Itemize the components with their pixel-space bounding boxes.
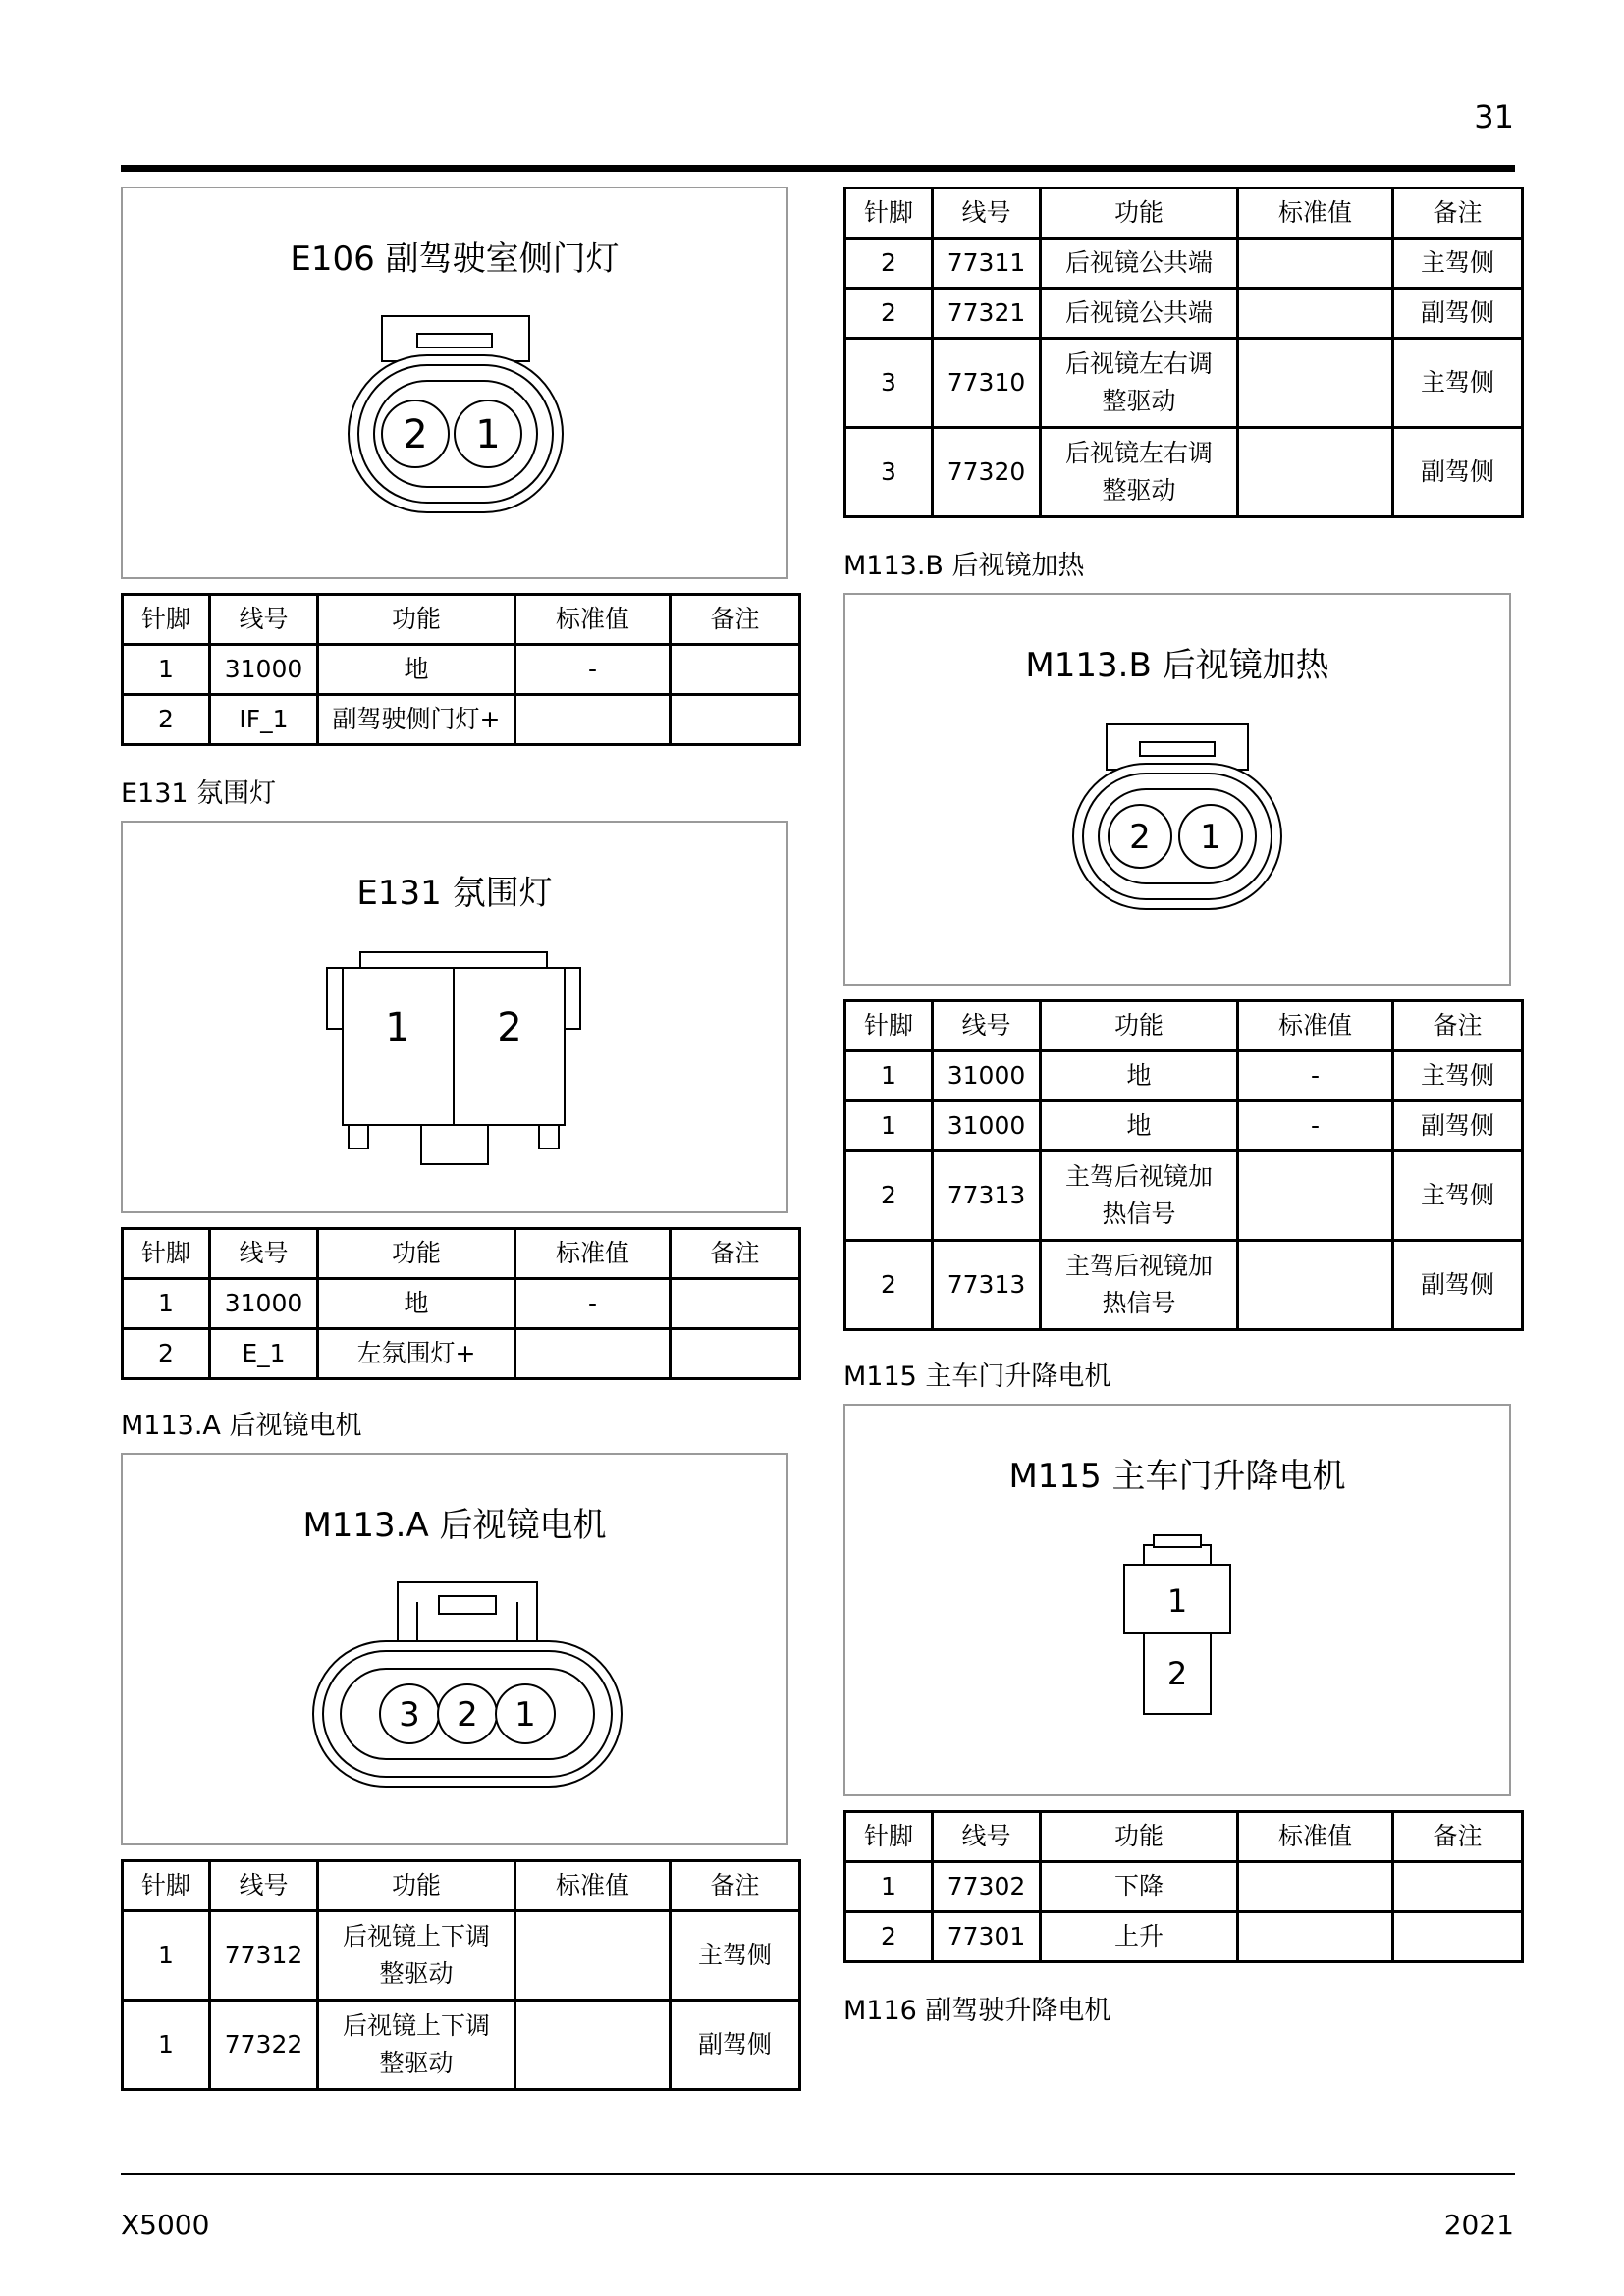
pin-label: 3 bbox=[399, 1695, 420, 1735]
pin-table-m113a bbox=[121, 1859, 801, 2091]
note-cell: 主驾侧 bbox=[1393, 1051, 1523, 1101]
wire-cell: 31000 bbox=[210, 1279, 318, 1329]
wire-cell: 77312 bbox=[210, 1911, 318, 2001]
function-cell: 地 bbox=[318, 645, 515, 695]
diagram-title: M113.A 后视镜电机 bbox=[302, 1506, 607, 1545]
note-cell bbox=[671, 1329, 800, 1379]
pin-label: 2 bbox=[1166, 1655, 1188, 1692]
section-label-m113b: M113.B 后视镜加热 bbox=[843, 551, 1085, 581]
section-label-m113a: M113.A 后视镜电机 bbox=[121, 1411, 362, 1441]
function-line: 整驱动 bbox=[1102, 387, 1176, 415]
column-header: 功能 bbox=[1041, 188, 1238, 239]
standard-value-cell bbox=[1238, 1912, 1393, 1962]
function-cell: 上升 bbox=[1041, 1912, 1238, 1962]
standard-value-cell bbox=[1238, 239, 1393, 289]
standard-value-cell bbox=[515, 1911, 671, 2001]
note-cell: 副驾侧 bbox=[1393, 1101, 1523, 1151]
standard-value-cell: - bbox=[515, 1279, 671, 1329]
standard-value-cell bbox=[1238, 428, 1393, 517]
note-cell bbox=[671, 645, 800, 695]
section-label-e131: E131 氛围灯 bbox=[121, 778, 277, 809]
wire-cell: 77320 bbox=[933, 428, 1041, 517]
standard-value-cell: - bbox=[1238, 1051, 1393, 1101]
footer-year: 2021 bbox=[1443, 2209, 1514, 2241]
diagram-title: E131 氛围灯 bbox=[356, 874, 553, 913]
section-label-m116: M116 副驾驶升降电机 bbox=[843, 1996, 1111, 2026]
standard-value-cell bbox=[1238, 289, 1393, 339]
table-row bbox=[845, 289, 1523, 339]
connector-face-m115 bbox=[845, 1406, 1509, 1794]
table-row bbox=[123, 695, 800, 745]
column-header: 针脚 bbox=[845, 188, 933, 239]
column-header: 备注 bbox=[671, 595, 800, 645]
standard-value-cell: - bbox=[1238, 1101, 1393, 1151]
column-header: 线号 bbox=[210, 1229, 318, 1279]
pin-cell: 3 bbox=[845, 428, 933, 517]
standard-value-cell bbox=[1238, 1862, 1393, 1912]
table-row bbox=[845, 339, 1523, 428]
wire-cell: 77302 bbox=[933, 1862, 1041, 1912]
function-line: 整驱动 bbox=[1102, 476, 1176, 505]
connector-diagram-e131 bbox=[121, 821, 788, 1213]
pin-cell: 2 bbox=[123, 695, 210, 745]
pin-label: 1 bbox=[514, 1695, 536, 1735]
pin-cell: 2 bbox=[845, 1241, 933, 1330]
pin-cell: 2 bbox=[845, 1151, 933, 1241]
function-line: 后视镜上下调 bbox=[342, 2011, 490, 2040]
pin-label: 1 bbox=[1200, 818, 1221, 857]
function-cell bbox=[1041, 339, 1238, 428]
column-header: 标准值 bbox=[515, 1229, 671, 1279]
column-header: 针脚 bbox=[123, 1861, 210, 1911]
table-row bbox=[845, 428, 1523, 517]
function-line: 热信号 bbox=[1102, 1200, 1176, 1228]
note-cell bbox=[671, 1279, 800, 1329]
wire-cell: IF_1 bbox=[210, 695, 318, 745]
function-cell: 地 bbox=[1041, 1101, 1238, 1151]
column-header: 备注 bbox=[1393, 1001, 1523, 1051]
connector-face-e106 bbox=[123, 188, 786, 577]
standard-value-cell bbox=[515, 695, 671, 745]
wire-cell: 77321 bbox=[933, 289, 1041, 339]
column-header: 线号 bbox=[210, 1861, 318, 1911]
function-line: 主驾后视镜加 bbox=[1064, 1162, 1213, 1191]
function-cell: 副驾驶侧门灯+ bbox=[318, 695, 515, 745]
function-cell bbox=[318, 2001, 515, 2090]
note-cell bbox=[1393, 1912, 1523, 1962]
function-line: 主驾后视镜加 bbox=[1064, 1252, 1213, 1280]
pin-cell: 2 bbox=[123, 1329, 210, 1379]
function-cell: 后视镜公共端 bbox=[1041, 289, 1238, 339]
standard-value-cell bbox=[1238, 1241, 1393, 1330]
wire-cell: E_1 bbox=[210, 1329, 318, 1379]
column-header: 备注 bbox=[671, 1861, 800, 1911]
connector-diagram-m113a bbox=[121, 1453, 788, 1845]
note-cell: 副驾侧 bbox=[1393, 428, 1523, 517]
connector-face-m113b bbox=[845, 595, 1509, 984]
note-cell bbox=[671, 695, 800, 745]
column-header: 线号 bbox=[933, 188, 1041, 239]
standard-value-cell bbox=[1238, 339, 1393, 428]
note-cell: 主驾侧 bbox=[1393, 1151, 1523, 1241]
pin-cell: 1 bbox=[845, 1051, 933, 1101]
function-line: 整驱动 bbox=[379, 2049, 454, 2077]
note-cell: 主驾侧 bbox=[671, 1911, 800, 2001]
connector-face-e131 bbox=[123, 823, 786, 1211]
standard-value-cell bbox=[1238, 1151, 1393, 1241]
function-line: 后视镜上下调 bbox=[342, 1922, 490, 1950]
column-header: 针脚 bbox=[123, 1229, 210, 1279]
footer-model: X5000 bbox=[121, 2209, 210, 2241]
wire-cell: 77322 bbox=[210, 2001, 318, 2090]
column-header: 功能 bbox=[1041, 1812, 1238, 1862]
section-label-m115: M115 主车门升降电机 bbox=[843, 1362, 1111, 1392]
pin-label: 1 bbox=[1166, 1582, 1188, 1620]
diagram-title: M113.B 后视镜加热 bbox=[1025, 646, 1329, 685]
pin-label: 2 bbox=[1129, 818, 1151, 857]
pin-cell: 3 bbox=[845, 339, 933, 428]
function-cell bbox=[1041, 428, 1238, 517]
column-header: 备注 bbox=[1393, 188, 1523, 239]
note-cell: 副驾侧 bbox=[1393, 289, 1523, 339]
note-cell: 副驾侧 bbox=[1393, 1241, 1523, 1330]
column-header: 备注 bbox=[1393, 1812, 1523, 1862]
function-cell: 左氛围灯+ bbox=[318, 1329, 515, 1379]
wire-cell: 77313 bbox=[933, 1151, 1041, 1241]
column-header: 针脚 bbox=[123, 595, 210, 645]
table-row bbox=[845, 1862, 1523, 1912]
pin-table-e131 bbox=[121, 1227, 801, 1380]
table-row bbox=[123, 1329, 800, 1379]
pin-cell: 1 bbox=[123, 1279, 210, 1329]
column-header: 标准值 bbox=[1238, 1001, 1393, 1051]
function-cell bbox=[1041, 1241, 1238, 1330]
table-row bbox=[845, 1241, 1523, 1330]
column-header: 线号 bbox=[933, 1812, 1041, 1862]
bottom-rule bbox=[121, 2173, 1515, 2175]
column-header: 线号 bbox=[210, 595, 318, 645]
pin-label: 1 bbox=[475, 412, 501, 457]
wire-cell: 31000 bbox=[933, 1051, 1041, 1101]
page-number: 31 bbox=[1474, 98, 1514, 135]
column-header: 标准值 bbox=[515, 1861, 671, 1911]
column-header: 标准值 bbox=[515, 595, 671, 645]
note-cell: 主驾侧 bbox=[1393, 239, 1523, 289]
table-row bbox=[123, 645, 800, 695]
note-cell bbox=[1393, 1862, 1523, 1912]
standard-value-cell bbox=[515, 2001, 671, 2090]
connector-face-m113a bbox=[123, 1455, 786, 1843]
function-cell bbox=[318, 1911, 515, 2001]
connector-diagram-m113b bbox=[843, 593, 1511, 986]
table-row bbox=[123, 1911, 800, 2001]
diagram-title: E106 副驾驶室侧门灯 bbox=[290, 240, 620, 279]
pin-cell: 2 bbox=[845, 289, 933, 339]
column-header: 备注 bbox=[671, 1229, 800, 1279]
wire-cell: 77313 bbox=[933, 1241, 1041, 1330]
function-cell: 地 bbox=[1041, 1051, 1238, 1101]
function-line: 热信号 bbox=[1102, 1289, 1176, 1317]
wire-cell: 31000 bbox=[210, 645, 318, 695]
function-cell: 后视镜公共端 bbox=[1041, 239, 1238, 289]
table-row bbox=[845, 239, 1523, 289]
function-cell: 地 bbox=[318, 1279, 515, 1329]
diagram-title: M115 主车门升降电机 bbox=[1008, 1457, 1346, 1496]
pin-cell: 1 bbox=[845, 1862, 933, 1912]
table-row bbox=[845, 1912, 1523, 1962]
pin-label: 2 bbox=[403, 412, 428, 457]
table-row bbox=[845, 1151, 1523, 1241]
pin-label: 2 bbox=[497, 1005, 522, 1050]
pin-cell: 2 bbox=[845, 1912, 933, 1962]
table-row bbox=[123, 1279, 800, 1329]
pin-table-m115 bbox=[843, 1810, 1524, 1963]
column-header: 功能 bbox=[318, 1229, 515, 1279]
table-row bbox=[123, 2001, 800, 2090]
column-header: 针脚 bbox=[845, 1812, 933, 1862]
pin-cell: 1 bbox=[123, 2001, 210, 2090]
column-header: 功能 bbox=[318, 1861, 515, 1911]
pin-label: 1 bbox=[385, 1005, 410, 1050]
function-line: 整驱动 bbox=[379, 1959, 454, 1988]
column-header: 功能 bbox=[318, 595, 515, 645]
column-header: 标准值 bbox=[1238, 1812, 1393, 1862]
pin-table-e106 bbox=[121, 593, 801, 746]
pin-cell: 1 bbox=[845, 1101, 933, 1151]
wire-cell: 77301 bbox=[933, 1912, 1041, 1962]
pin-table-m113a-continued bbox=[843, 187, 1524, 518]
pin-cell: 1 bbox=[123, 1911, 210, 2001]
function-line: 后视镜左右调 bbox=[1064, 349, 1213, 378]
function-cell: 下降 bbox=[1041, 1862, 1238, 1912]
wire-cell: 77310 bbox=[933, 339, 1041, 428]
note-cell: 主驾侧 bbox=[1393, 339, 1523, 428]
pin-table-m113b bbox=[843, 999, 1524, 1331]
connector-diagram-e106 bbox=[121, 187, 788, 579]
wire-cell: 31000 bbox=[933, 1101, 1041, 1151]
table-row bbox=[845, 1051, 1523, 1101]
table-row bbox=[845, 1101, 1523, 1151]
wire-cell: 77311 bbox=[933, 239, 1041, 289]
note-cell: 副驾侧 bbox=[671, 2001, 800, 2090]
column-header: 针脚 bbox=[845, 1001, 933, 1051]
column-header: 线号 bbox=[933, 1001, 1041, 1051]
pin-label: 2 bbox=[457, 1695, 478, 1735]
standard-value-cell bbox=[515, 1329, 671, 1379]
top-rule bbox=[121, 165, 1515, 172]
standard-value-cell: - bbox=[515, 645, 671, 695]
pin-cell: 1 bbox=[123, 645, 210, 695]
connector-diagram-m115 bbox=[843, 1404, 1511, 1796]
column-header: 标准值 bbox=[1238, 188, 1393, 239]
function-cell bbox=[1041, 1151, 1238, 1241]
pin-cell: 2 bbox=[845, 239, 933, 289]
column-header: 功能 bbox=[1041, 1001, 1238, 1051]
function-line: 后视镜左右调 bbox=[1064, 439, 1213, 467]
